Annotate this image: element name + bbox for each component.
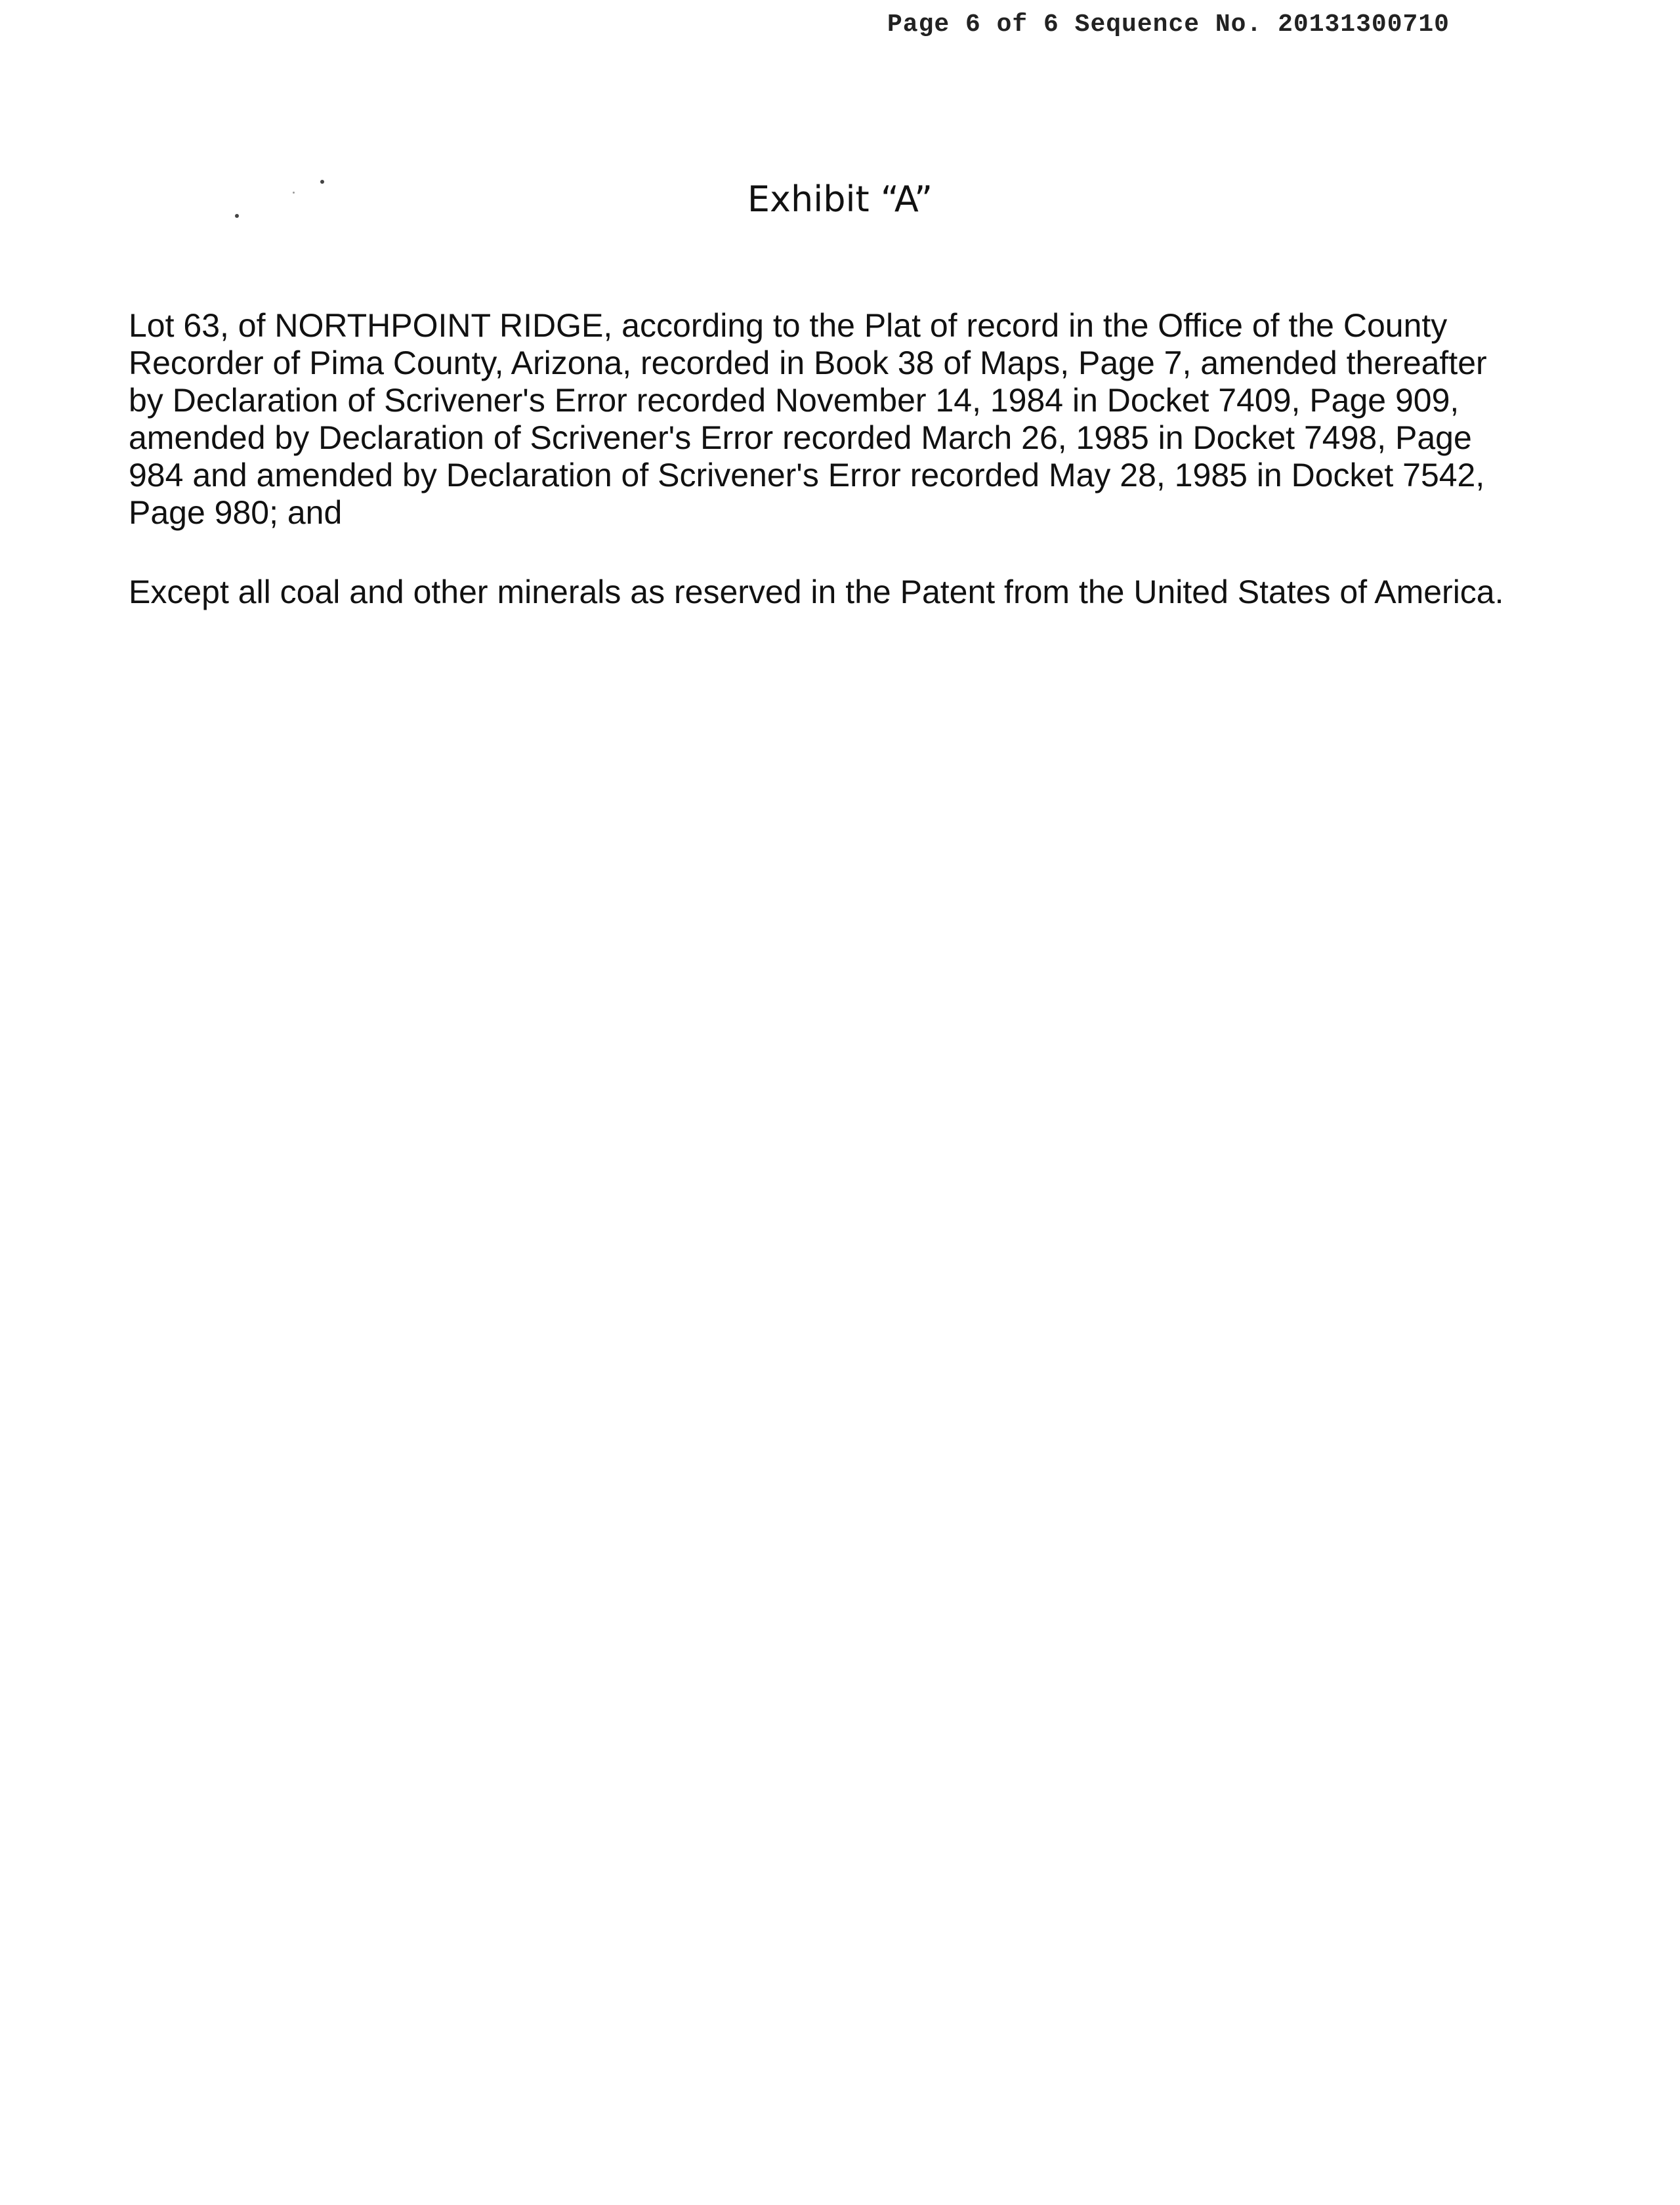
mineral-reservation-paragraph: Except all coal and other minerals as reserved in the Patent from the United States of America.: [129, 574, 1504, 610]
page-sequence-header: Page 6 of 6 Sequence No. 20131300710: [887, 10, 1450, 39]
exhibit-title: Exhibit “A”: [747, 178, 933, 220]
legal-description-paragraph: Lot 63, of NORTHPOINT RIDGE, according to the Plat of record in the Office of the County Recorder of Pima County, Arizona, recorded in Book 38 of Maps, Page 7, amended thereafter by Declaration of Scrivener's Error recorded November 14, 1984 in Docket 7409, Page 909, amended by Declaration of Scrivener's Error recorded March 26, 1985 in Docket 7498, Page 984 and amended by Declaration of Scrivener's Error recorded May 28, 1985 in Docket 7542, Page 980; and: [129, 307, 1487, 531]
